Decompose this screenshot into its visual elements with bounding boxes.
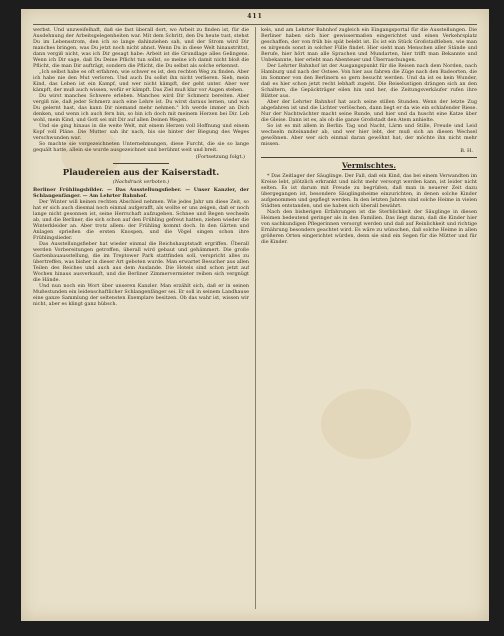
- article-signature: B. H.: [460, 148, 473, 154]
- paragraph: So machte sie vorgezeichneten Unternehmungen, diese Furcht, die sie so lange gequält hatte, allein sie wurde ausgezeichnet und berühmt weit und breit.: [33, 141, 249, 153]
- paragraph: Du wirst manches Schwere erleben. Manches wird Dir Schmerz bereiten. Aber vergiß nie, daß jeder Schmerz auch eine Lehre ist. Du wirst daraus lernen, und was Du gelernt hast, das kann Dir niemand mehr nehmen." Ich werde immer an Dich denken, und wenn ich auch fern bin, so bin ich doch mit meinem Herzen bei Dir. Leb wohl, mein Kind, und Gott sei mit Dir auf allen Deinen Wegen.: [33, 93, 249, 123]
- paragraph: Aber der Lehrter Bahnhof hat auch seine stillen Stunden. Wenn der letzte Zug abgefahren ist und die Lichter verlöschen, dann liegt er da wie ein schlafender Riese. Nur der Nachtwächter macht seine Runde, und hier und da huscht eine Katze über die Gleise. Dann ist es, als ob die ganze Großstadt den Atem anhielte.: [261, 99, 477, 123]
- newspaper-page: [21, 9, 489, 621]
- paragraph: Und nun noch ein Wort über unseren Kanzler. Man erzählt sich, daß er in seinen Mußestunden ein leidenschaftlicher Schlangenfänger sei. Er soll in seinem Landhause eine ganze Sammlung der seltensten Exemplare besitzen. Ob das wahr ist, wissen wir nicht, aber es klingt ganz hübsch.: [33, 283, 249, 307]
- section-divider: [113, 163, 169, 164]
- article-lead: Berliner Frühlingsbilder. — Das Ausstellungsfieber. — Unser Kanzler, der Schlangenfänger. — Am Lehrter Bahnhof.: [33, 187, 249, 199]
- section-divider: [261, 157, 477, 158]
- paragraph: Der Winter will keinen rechten Abschied nehmen. Wie jedes Jahr um diese Zeit, so hat er sich auch diesmal noch einmal aufgerafft, als wollte er uns zeigen, daß er noch lange nicht gesonnen ist, seine Herrschaft aufzugeben. Schnee und Regen wechseln ab, und die Berliner, die sich schon auf den Frühling gefreut hatten, ziehen wieder die Winterkleider an. Aber trotz allem: der Frühling kommt doch. In den Gärten und Anlagen sprießen die ersten Knospen, und die Vögel singen schon ihre Frühlingslieder.: [33, 199, 249, 241]
- paragraph: * Das Zeitlager der Säuglinge. Der Fall, daß ein Kind, das bei einem Verwandten im Kreise lebt, plötzlich erkrankt und nicht mehr versorgt werden kann, ist leider nicht selten. Es ist darum mit Freude zu begrüßen, daß man in neuerer Zeit dazu übergegangen ist, besondere Säuglingsheime einzurichten, in denen solche Kinder aufgenommen und gepflegt werden. In den letzten Jahren sind solche Heime in vielen Städten entstanden, und sie haben sich überall bewährt.: [261, 173, 477, 209]
- paragraph: kels, und am Lehrter Bahnhof zugleich ein Eingangsportal für die Ausstellungen. Die Berliner haben sich hier gewissermaßen eingerichtet und einen Verkehrsplatz geschaffen, der von früh bis spät belebt ist. Es ist ein Stück Großstadtleben, wie man es nirgends sonst in solcher Fülle findet. Hier sieht man Menschen aller Stände und Berufe, hier hört man alle Sprachen und Mundarten, hier trifft man Bekannte und Unbekannte, hier erlebt man Abenteuer und Überraschungen.: [261, 27, 477, 63]
- paragraph: werbst. Und unzweifelhaft, daß sie fast überall dort, wo Arbeit zu finden ist, für die Ausdehnung der Arbeitsgelegenheiten war. Mit dem Schritt, den Du heute tust, stehst Du im Lebensstrom, den ich so lange dahinziehen sah, und der Strom wird Dir manches bringen, was Du jetzt noch nicht ahnst. Wenn Du in diese Welt hinaustrittst, dann vergiß nicht, was ich Dir gesagt habe: Arbeit ist die Grundlage alles Gelingens. Wenn ich Dir sage, daß Du Deine Pflicht tun sollst, so meine ich damit nicht bloß die Pflicht, die man Dir aufträgt, sondern die Pflicht, die Du selbst als solche erkennst.: [33, 27, 249, 69]
- column-divider: [255, 27, 256, 609]
- page-number: 411: [247, 13, 263, 20]
- section-subtitle: (Nachdruck verboten.): [112, 179, 170, 185]
- header-rule: [33, 24, 477, 25]
- paragraph: Nach den bisherigen Erfahrungen ist die Sterblichkeit der Säuglinge in diesen Heimen bedeutend geringer als in den Familien. Das liegt daran, daß die Kinder hier von sachkundigen Pflegerinnen versorgt werden und daß auf Reinlichkeit und richtige Ernährung besonders geachtet wird. Es wäre zu wünschen, daß solche Heime in allen größeren Orten eingerichtet würden, denn sie sind ein Segen für die Mütter und für die Kinder.: [261, 209, 477, 245]
- section-title: Plaudereien aus der Kaiserstadt.: [62, 168, 220, 178]
- paragraph: Der Lehrter Bahnhof ist der Ausgangspunkt für die Reisen nach dem Norden, nach Hamburg und nach der Ostsee. Von hier aus fahren die Züge nach den Badeorten, die im Sommer von den Berlinern so gern besucht werden. Und da ist es kein Wunder, daß es hier schon jetzt recht lebhaft zugeht. Die Reiselustigen drängen sich an den Schaltern, die Gepäckträger eilen hin und her, die Zeitungsverkäufer rufen ihre Blätter aus.: [261, 63, 477, 99]
- left-column: [33, 27, 249, 609]
- paragraph: So ist es mit allem in Berlin: Tag und Nacht, Lärm und Stille, Freude und Leid wechseln miteinander ab, und wer hier lebt, der muß sich an diesen Wechsel gewöhnen. Aber wer sich einmal daran gewöhnt hat, der möchte ihn nicht mehr missen.: [261, 123, 477, 147]
- paragraph: „Ich selbst habe es oft erfahren, wie schwer es ist, den rechten Weg zu finden. Aber ich habe nie den Mut verloren. Und auch Du sollst ihn nicht verlieren. Sieh, mein Kind, das Leben ist ein Kampf, und wer nicht kämpft, der geht unter. Aber wer kämpft, der muß auch wissen, wofür er kämpft. Das Ziel muß klar vor Augen stehen.: [33, 69, 249, 93]
- continuation-note: (Fortsetzung folgt.): [195, 154, 245, 160]
- page-header: [21, 12, 489, 22]
- right-column: [261, 27, 477, 609]
- section-title: Vermischtes.: [342, 161, 396, 170]
- paragraph: Und sie ging hinaus in die weite Welt, mit einem Herzen voll Hoffnung und einem Kopf voll Pläne. Die Mutter sah ihr nach, bis sie hinter der Biegung des Weges verschwunden war.: [33, 123, 249, 141]
- paragraph: Das Ausstellungsfieber hat wieder einmal die Reichshauptstadt ergriffen. Überall werden Vorbereitungen getroffen, überall wird gebaut und gehämmert. Die große Gartenbauausstellung, die im Treptower Park stattfinden soll, verspricht alles zu übertreffen, was bisher in dieser Art geboten wurde. Man erwartet Besucher aus allen Teilen des Reiches und auch aus dem Auslande. Die Hotels sind schon jetzt auf Wochen hinaus ausverkauft, und die Berliner Zimmervermieter reiben sich vergnügt die Hände.: [33, 241, 249, 283]
